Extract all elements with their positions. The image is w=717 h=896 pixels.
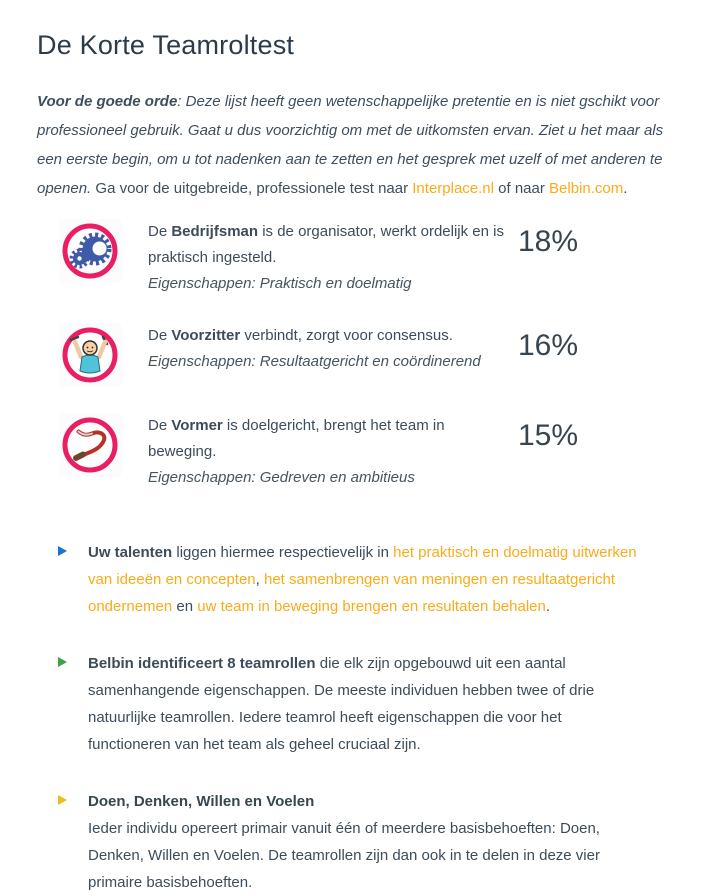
- blue-triangle-bullet-icon: [58, 546, 67, 556]
- role-description: [148, 413, 516, 465]
- role-description: [148, 219, 516, 271]
- belbin-link[interactable]: Belbin.com: [549, 180, 624, 197]
- text-segment: het praktisch en doelmatig uitwerken van ideeën en concepten: [88, 544, 637, 588]
- bullet-text: [88, 650, 648, 758]
- text-segment: ,: [255, 571, 264, 588]
- bullet-item-belbin-teamrollen: [37, 650, 680, 758]
- role-description-block: [148, 323, 516, 375]
- text-segment: Ieder individu opereert primair vanuit één of meerdere basisbehoeften: Doen, Denken, Willen en Voelen. De teamrollen zijn dan ook in te delen in deze vier primaire basisbehoeften.: [88, 820, 600, 891]
- interplace-link[interactable]: Interplace.nl: [412, 180, 494, 197]
- person-arms-raised-icon: [58, 323, 122, 387]
- text-segment: Bedrijfsman: [171, 223, 259, 240]
- text-segment: Ga voor de uitgebreide, professionele test naar: [91, 180, 413, 197]
- text-segment: .: [545, 598, 551, 615]
- role-percentage: 18%: [518, 225, 579, 258]
- text-segment: .: [623, 180, 628, 197]
- text-segment: Uw talenten: [88, 544, 173, 561]
- bullet-item-basisbehoeften: [37, 788, 680, 896]
- role-row-voorzitter: [37, 323, 680, 387]
- bullet-heading: Doen, Denken, Willen en Voelen: [88, 793, 315, 810]
- role-row-bedrijfsman: [37, 219, 680, 297]
- gears-icon: [58, 219, 122, 283]
- text-segment: Voor de goede orde: [37, 93, 178, 110]
- text-segment: liggen hiermee respectievelijk in: [172, 544, 394, 561]
- text-segment: De: [148, 327, 172, 344]
- text-segment: of naar: [493, 180, 550, 197]
- role-row-vormer: [37, 413, 680, 491]
- bullet-paragraph: [88, 815, 648, 896]
- role-description: [148, 323, 516, 349]
- role-description-block: [148, 219, 516, 297]
- role-results-list: [37, 219, 680, 491]
- page-title: De Korte Teamroltest: [37, 30, 295, 60]
- bullet-text: [88, 788, 648, 896]
- role-traits: Eigenschappen: Gedreven en ambitieus: [148, 469, 415, 486]
- text-segment: De: [148, 417, 172, 434]
- role-traits: Eigenschappen: Resultaatgericht en coördinerend: [148, 353, 481, 370]
- text-segment: De: [148, 223, 172, 240]
- text-segment: verbindt, zorgt voor consensus.: [240, 327, 453, 344]
- green-triangle-bullet-icon: [58, 657, 67, 667]
- text-segment: en: [172, 598, 198, 615]
- text-segment: uw team in beweging brengen en resultaten behalen: [197, 598, 546, 615]
- text-segment: is de organisator, werkt ordelijk en is praktisch ingesteld.: [148, 223, 504, 266]
- text-segment: Vormer: [171, 417, 223, 434]
- text-segment: het samenbrengen van meningen en resultaatgericht ondernemen: [88, 571, 616, 615]
- text-segment: die elk zijn opgebouwd uit een aantal samenhangende eigenschappen. De meeste individuen hebben twee of drie natuurlijke teamrollen. Iedere teamrol heeft eigenschappen die voor het functioneren van het team als geheel cruciaal zijn.: [88, 655, 595, 753]
- role-percentage: 16%: [518, 329, 579, 362]
- role-percentage: 15%: [518, 419, 579, 452]
- explanation-bullets: [37, 539, 680, 896]
- text-segment: : Deze lijst heeft geen wetenschappelijke pretentie en is niet gschikt voor professioneel gebruik. Gaat u dus voorzichtig om met de uitkomsten ervan. Ziet u het maar als een eerste begin, om u tot nadenken aan te zetten en het gesprek met uzelf of met anderen te openen.: [37, 93, 664, 197]
- role-description-block: [148, 413, 516, 491]
- bullet-item-talenten: [37, 539, 680, 620]
- text-segment: Belbin identificeert 8 teamrollen: [88, 655, 316, 672]
- text-segment: Voorzitter: [171, 327, 241, 344]
- intro-paragraph: [37, 87, 685, 203]
- role-traits: Eigenschappen: Praktisch en doelmatig: [148, 275, 412, 292]
- bullet-text: [88, 539, 648, 620]
- whip-icon: [58, 413, 122, 477]
- text-segment: is doelgericht, brengt het team in beweging.: [148, 417, 445, 460]
- yellow-triangle-bullet-icon: [58, 795, 67, 805]
